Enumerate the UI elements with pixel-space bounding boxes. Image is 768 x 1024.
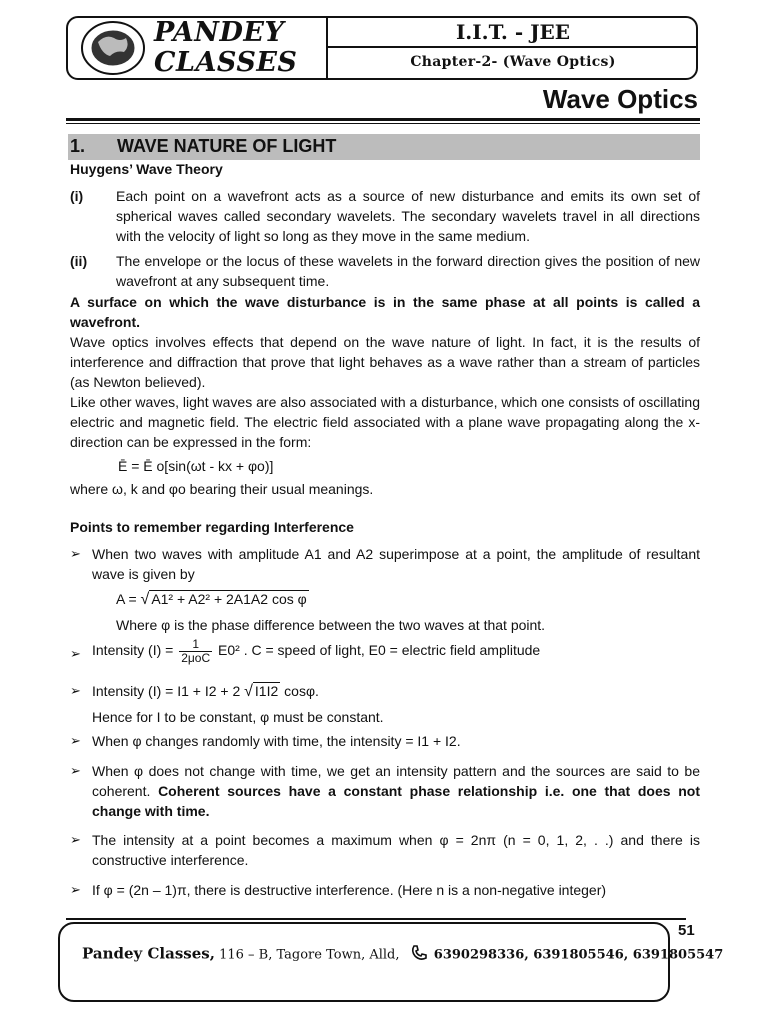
footer-address: 116 – B, Tagore Town, Alld,: [219, 947, 400, 963]
section-title: WAVE NATURE OF LIGHT: [117, 136, 337, 156]
brand-line2: CLASSES: [154, 47, 298, 78]
paragraph-wave-optics: Wave optics involves effects that depend on the wave nature of light. In fact, it is the results of interference and diffraction that prove that light behaves as a wave rather than a stream of particles (as Newton believed).: [70, 334, 700, 390]
intensity-sum-tail: cosφ.: [284, 683, 319, 699]
bullet-random-phase: When φ changes randomly with time, the intensity = I1 + I2.: [92, 733, 461, 749]
footer-contact: [82, 944, 723, 966]
footer-brand: Pandey Classes,: [82, 944, 215, 963]
bullet-arrow-icon: ➢: [70, 546, 81, 561]
bullet-intensity-sum: Intensity (I) = I1 + I2 + 2 √ I1I2 cosφ.: [92, 683, 319, 700]
equation-electric-field: Ē = Ē o[sin(ωt - kx + φo)]: [118, 458, 274, 474]
bullet-intensity-formula: [92, 636, 540, 665]
bullet-arrow-icon: ➢: [70, 733, 81, 748]
fraction-numerator: 1: [179, 638, 212, 652]
equation-amplitude-lhs: A =: [116, 591, 137, 607]
phase-difference-note: Where φ is the phase difference between the two waves at that point.: [116, 617, 546, 633]
section-number: 1.: [70, 136, 86, 156]
page-title: Wave Optics: [542, 84, 698, 114]
huygens-heading: Huygens’ Wave Theory: [70, 161, 223, 177]
bullet-amplitude: When two waves with amplitude A1 and A2 superimpose at a point, the amplitude of resultant wave is given by: [92, 546, 700, 582]
page-number: 51: [678, 922, 695, 939]
phone-icon: [410, 944, 428, 966]
where-text: where ω, k and φo bearing their usual meanings.: [70, 481, 374, 497]
bullet-constructive: The intensity at a point becomes a maximum when φ = 2nπ (n = 0, 1, 2, . .) and there is constructive interference.: [92, 832, 700, 868]
bullet-arrow-icon: ➢: [70, 646, 81, 661]
title-rule: [66, 118, 700, 121]
exam-title: I.I.T. - JEE: [455, 20, 571, 44]
brand-line1: PANDEY: [154, 17, 285, 48]
equation-amplitude: A = √ A1² + A2² + 2A1A2 cos φ: [116, 591, 307, 608]
header-divider-horizontal: [326, 46, 698, 48]
huygens-item-text: The envelope or the locus of these wavelets in the forward direction gives the position of new wavefront at any subsequent time.: [116, 253, 700, 289]
coherent-text: When φ does not change with time, we get an intensity pattern and the sources are said to be coherent.: [92, 763, 700, 799]
wavefront-definition: A surface on which the wave disturbance is in the same phase at all points is called a wavefront.: [70, 294, 700, 330]
bullet-arrow-icon: ➢: [70, 683, 81, 698]
intensity-lhs: Intensity (I) =: [92, 642, 174, 658]
intensity-rest: E0² . C = speed of light, E0 = electric field amplitude: [218, 642, 541, 658]
intensity-sum-radicand: I1I2: [254, 683, 279, 699]
bullet-destructive: If φ = (2n – 1)π, there is destructive interference. (Here n is a non-negative integer): [92, 882, 607, 898]
paragraph-light-waves: Like other waves, light waves are also associated with a disturbance, which one consists of oscillating electric and magnetic field. The electric field associated with a plane wave propagating along the x-direction can be expressed in the form:: [70, 394, 700, 450]
fraction-denominator: 2μoC: [181, 650, 211, 665]
chapter-title: Chapter-2- (Wave Optics): [410, 54, 616, 70]
footer-phones: 6390298336, 6391805546, 6391805547: [433, 947, 724, 963]
huygens-item-label: (i): [70, 188, 84, 204]
constant-phase-note: Hence for I to be constant, φ must be constant.: [92, 709, 384, 725]
brand-name: [154, 18, 297, 78]
footer-rule: [66, 918, 686, 920]
bullet-arrow-icon: ➢: [70, 832, 81, 847]
bullet-coherent: [92, 761, 700, 821]
equation-amplitude-radicand: A1² + A2² + 2A1A2 cos φ: [151, 591, 307, 607]
bullet-arrow-icon: ➢: [70, 763, 81, 778]
intensity-sum-text: Intensity (I) = I1 + I2 + 2: [92, 683, 241, 699]
bullet-arrow-icon: ➢: [70, 882, 81, 897]
interference-heading: Points to remember regarding Interference: [70, 519, 354, 535]
coherent-definition: Coherent sources have a constant phase relationship i.e. one that does not change with time.: [92, 783, 700, 819]
huygens-item-text: Each point on a wavefront acts as a source of new disturbance and emits its own set of spherical waves called secondary wavelets. The secondary wavelets travel in all directions with the velocity of light so long as they move in the same medium.: [116, 188, 700, 244]
globe-logo-icon: [80, 20, 146, 76]
huygens-item-label: (ii): [70, 253, 88, 269]
intensity-fraction: [179, 638, 212, 665]
title-rule-thin: [66, 123, 700, 124]
